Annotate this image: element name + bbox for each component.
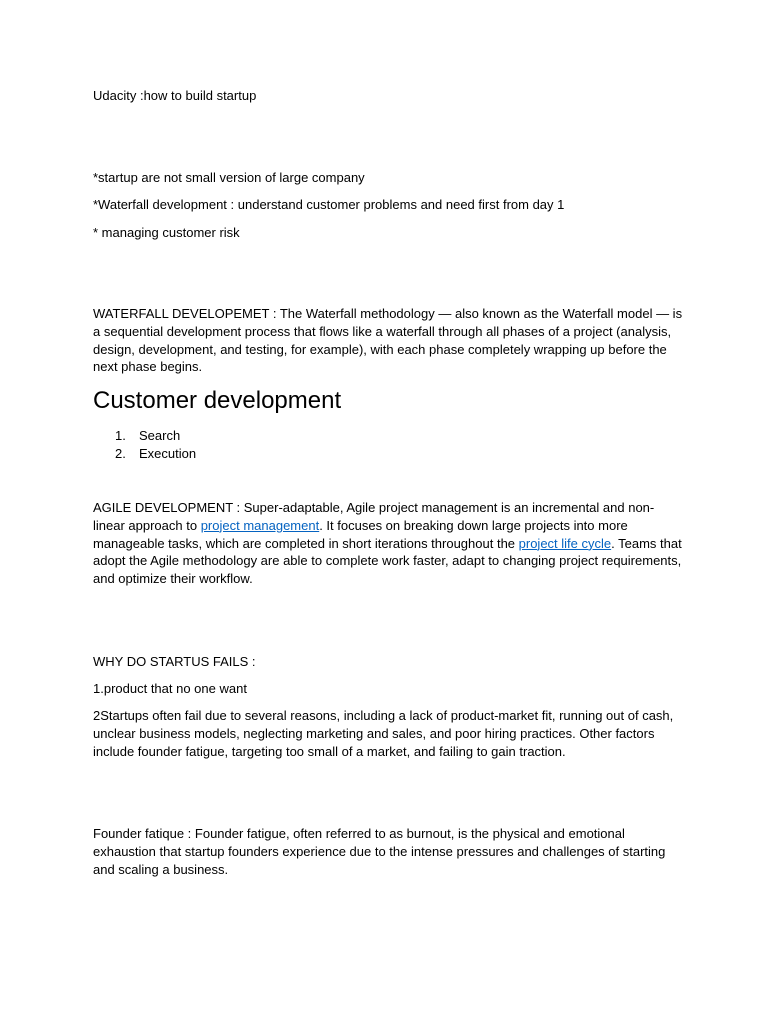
customer-development-steps	[93, 427, 196, 463]
waterfall-paragraph: WATERFALL DEVELOPEMET : The Waterfall methodology — also known as the Waterfall model — is a sequential development process that flows like a waterfall through all phases of a project (analysis, design, development, and testing, for example), with each phase completely wrapping up before the next phase begins.	[93, 306, 683, 375]
agile-text-part-2: . It focuses on breaking down large projects into more manageable tasks, which are completed in short iterations throughout the	[93, 517, 628, 551]
list-item-label: Execution	[139, 446, 197, 461]
reason-2-paragraph: 2Startups often fail due to several reasons, including a lack of product-market fit, running out of cash, unclear business models, neglecting marketing and sales, and poor hiring practices. Other factors include founder fatigue, targeting too small of a market, and failing to gain traction.	[93, 708, 674, 759]
bullet-line-3: * managing customer risk	[93, 225, 240, 240]
agile-text-part-3: . Teams that adopt the Agile methodology are able to complete work faster, adapt to changing project requirements, and optimize their workflow.	[93, 535, 682, 587]
list-item	[93, 445, 196, 463]
customer-development-heading: Customer development	[93, 387, 342, 414]
bullet-line-1: *startup are not small version of large company	[93, 170, 365, 185]
document-title-line: Udacity :how to build startup	[93, 88, 257, 103]
agile-paragraph	[93, 499, 683, 588]
reason-1: 1.product that no one want	[93, 681, 247, 696]
list-item-number: 2.	[115, 446, 126, 461]
list-item-number: 1.	[115, 428, 126, 443]
project-life-cycle-link[interactable]: project life cycle	[518, 535, 612, 551]
list-item-label: Search	[139, 428, 181, 443]
why-startups-fail-heading: WHY DO STARTUS FAILS :	[93, 654, 256, 669]
bullet-line-2: *Waterfall development : understand customer problems and need first from day 1	[93, 197, 565, 212]
project-management-link[interactable]: project management	[200, 517, 320, 533]
agile-text-part-1: AGILE DEVELOPMENT : Super-adaptable, Agile project management is an incremental and non-linear approach to	[93, 500, 655, 533]
founder-fatigue-paragraph: Founder fatique : Founder fatigue, often referred to as burnout, is the physical and emotional exhaustion that startup founders experience due to the intense pressures and challenges of starting and scaling a business.	[93, 826, 666, 877]
list-item	[93, 427, 196, 445]
